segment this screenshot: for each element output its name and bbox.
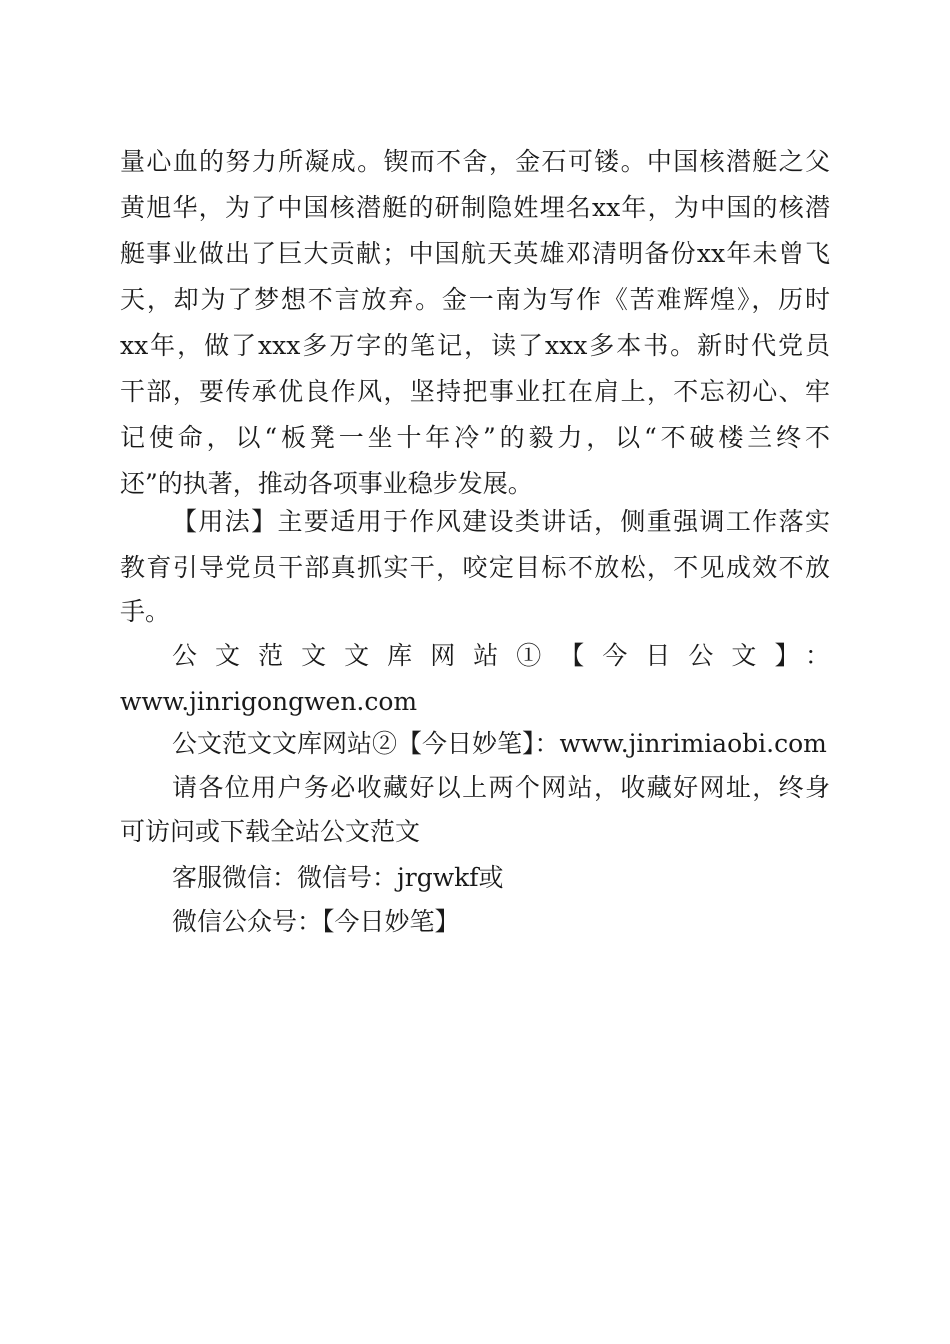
paragraph-line: 可访问或下载全站公文范文 bbox=[120, 817, 421, 846]
paragraph-line: 黄旭华，为了中国核潜艇的研制隐姓埋名xx年，为中国的核潜 bbox=[120, 193, 830, 222]
paragraph-line: 公文范文文库网站②【今日妙笔】：www.jinrimiaobi.com bbox=[172, 729, 827, 758]
paragraph-line: 干部，要传承优良作风，坚持把事业扛在肩上，不忘初心、牢 bbox=[120, 377, 830, 406]
paragraph-line: 手。 bbox=[120, 597, 171, 626]
paragraph-line: 天，却为了梦想不言放弃。金一南为写作《苦难辉煌》，历时 bbox=[120, 285, 830, 314]
paragraph-line: 量心血的努力所凝成。锲而不舍，金石可镂。中国核潜艇之父 bbox=[120, 147, 830, 176]
paragraph-line: 客服微信：微信号：jrgwkf或 bbox=[172, 863, 504, 892]
paragraph-line: 【用法】主要适用于作风建设类讲话，侧重强调工作落实 bbox=[172, 507, 830, 536]
paragraph-line: xx年，做了xxx多万字的笔记，读了xxx多本书。新时代党员 bbox=[120, 331, 830, 360]
paragraph-line: 艇事业做出了巨大贡献；中国航天英雄邓清明备份xx年未曾飞 bbox=[120, 239, 830, 268]
paragraph-line: 请各位用户务必收藏好以上两个网站，收藏好网址，终身 bbox=[172, 773, 830, 802]
paragraph-line: 还”的执著，推动各项事业稳步发展。 bbox=[120, 469, 533, 498]
paragraph-line: 微信公众号：【今日妙笔】 bbox=[172, 907, 460, 936]
site1-url: www.jinrigongwen.com bbox=[120, 687, 418, 716]
paragraph-line: 公文范文文库网站①【今日公文】： bbox=[172, 641, 830, 670]
paragraph-line: 记使命，以“板凳一坐十年冷”的毅力，以“不破楼兰终不 bbox=[120, 423, 830, 452]
paragraph-line: 教育引导党员干部真抓实干，咬定目标不放松，不见成效不放 bbox=[120, 553, 830, 582]
